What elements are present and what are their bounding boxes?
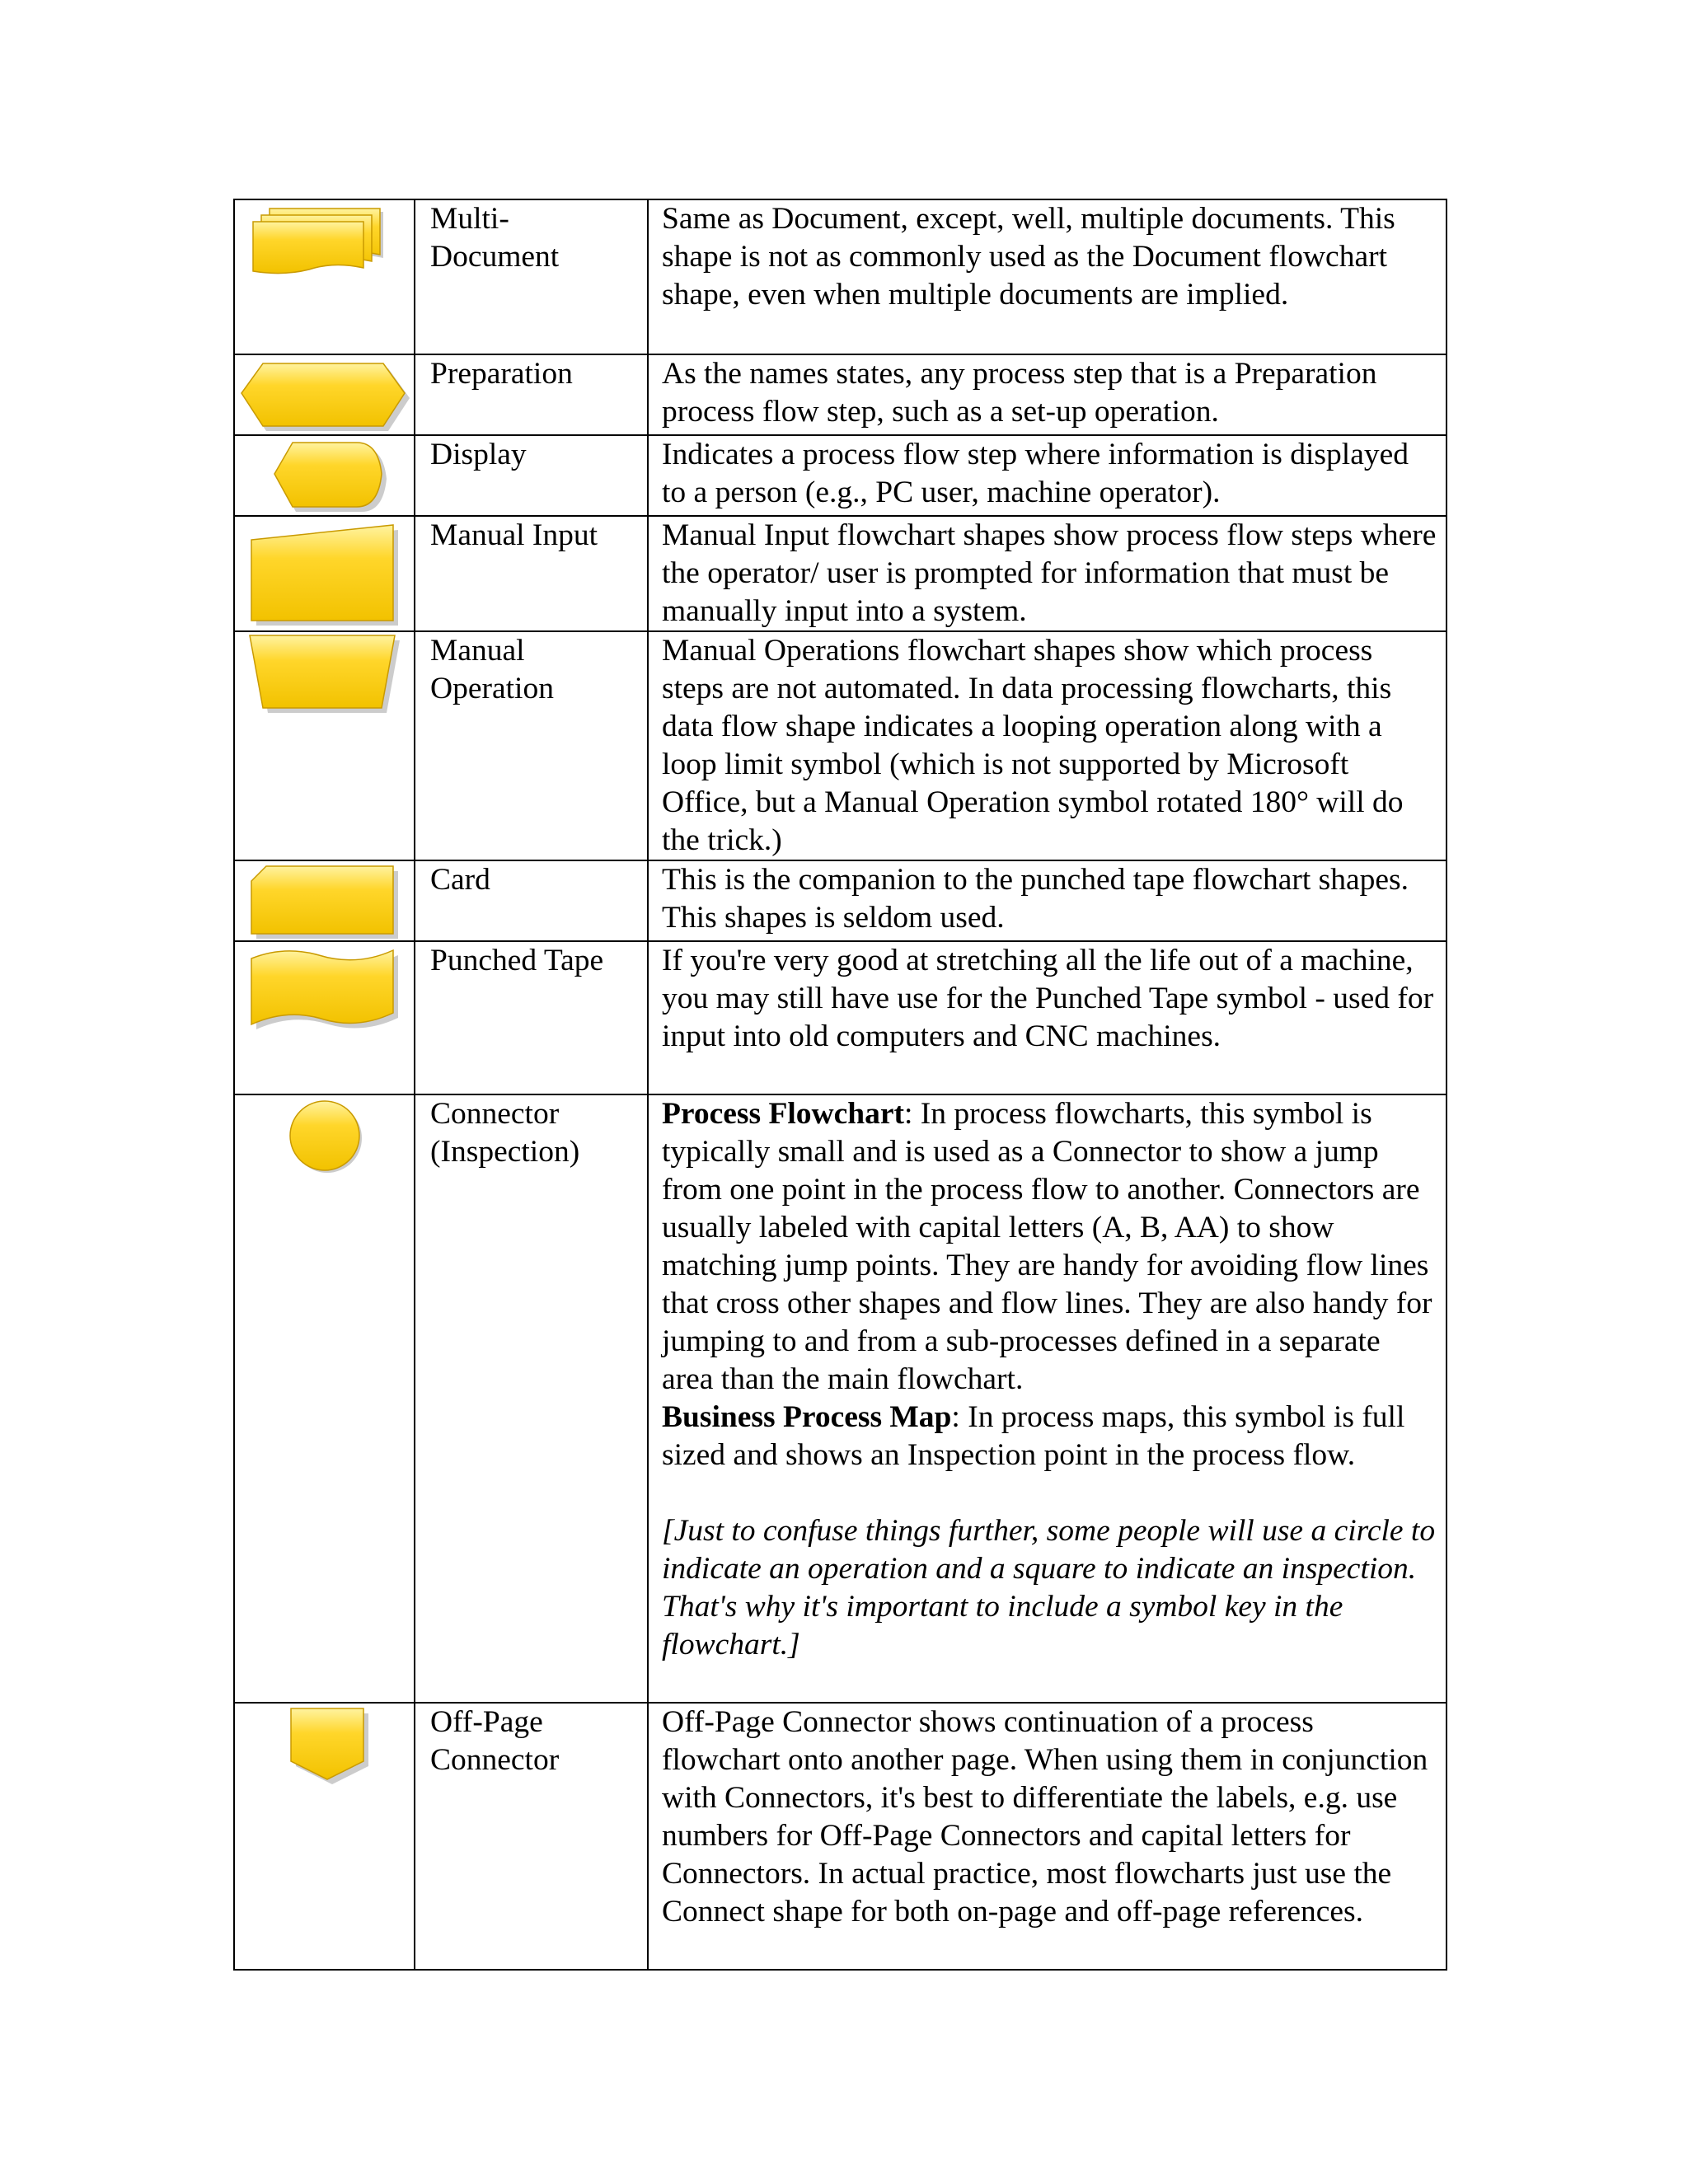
icon-cell (234, 199, 415, 354)
shape-description: As the names states, any process step that is a Preparation process flow step, such as a set-up operation. (648, 354, 1447, 435)
shape-description: Same as Document, except, well, multiple documents. This shape is not as commonly used as the Document flowchart shape, even when multiple documents are implied. (648, 199, 1447, 354)
table-row (234, 941, 1447, 1094)
icon-cell (234, 860, 415, 941)
shape-description: Off-Page Connector shows continuation of a process flowchart onto another page. When using them in conjunction with Connectors, it's best to differentiate the labels, e.g. use numbers for Off-Page Connectors and capital letters for Connectors. In actual practice, most flowcharts just use the Connect shape for both on-page and off-page references. (648, 1703, 1447, 1970)
shape-name: Manual Operation (415, 631, 648, 860)
icon-cell (234, 1703, 415, 1970)
icon-cell (234, 1094, 415, 1703)
shape-description (648, 1094, 1447, 1703)
icon-cell (234, 435, 415, 516)
symbol-key-note: [Just to confuse things further, some people will use a circle to indicate an operation and a square to indicate an inspection. That's why it's important to include a symbol key in the flowchart.] (662, 1514, 1436, 1661)
process-flowchart-paragraph (662, 1095, 1439, 1399)
icon-cell (234, 941, 415, 1094)
punched-tape-icon (235, 942, 415, 1033)
process-flowchart-text: : In process flowcharts, this symbol is typically small and is used as a Connector to show a jump from one point in the process flow to another. Connectors are usually labeled with capital letters (A, B, AA) to show matching jump points. They are handy for avoiding flow lines that cross other shapes and flow lines. They are also handy for jumping to and from a sub-processes defined in a separate area than the main flowchart. (662, 1097, 1432, 1396)
shape-name: Off-Page Connector (415, 1703, 648, 1970)
shape-description: Indicates a process flow step where information is displayed to a person (e.g., PC user, machine operator). (648, 435, 1447, 516)
business-process-map-paragraph (662, 1399, 1439, 1474)
card-icon (235, 861, 415, 940)
table-row (234, 435, 1447, 516)
manual-operation-icon (235, 632, 415, 715)
connector-icon (235, 1095, 415, 1178)
shape-name: Preparation (415, 354, 648, 435)
shape-name: Card (415, 860, 648, 941)
table-row (234, 860, 1447, 941)
table-row (234, 631, 1447, 860)
multi-document-icon (235, 200, 415, 354)
shape-description: This is the companion to the punched tape flowchart shapes. This shapes is seldom used. (648, 860, 1447, 941)
shape-name: Multi- Document (415, 199, 648, 354)
shape-description: Manual Operations flowchart shapes show which process steps are not automated. In data processing flowcharts, this data flow shape indicates a looping operation along with a loop limit symbol (which is not supported by Microsoft Office, but a Manual Operation symbol rotated 180° will do the trick.) (648, 631, 1447, 860)
table-row (234, 199, 1447, 354)
icon-cell (234, 631, 415, 860)
paragraph-gap (662, 1474, 1439, 1512)
table-row (234, 1703, 1447, 1970)
shape-name: Punched Tape (415, 941, 648, 1094)
business-process-map-heading: Business Process Map (662, 1400, 952, 1434)
preparation-icon (235, 355, 415, 434)
display-icon (235, 436, 415, 515)
icon-cell (234, 516, 415, 631)
shape-description: Manual Input flowchart shapes show process flow steps where the operator/ user is prompted for information that must be manually input into a system. (648, 516, 1447, 631)
flowchart-shapes-table (233, 199, 1447, 1971)
manual-input-icon (235, 517, 415, 630)
shape-description: If you're very good at stretching all the life out of a machine, you may still have use for the Punched Tape symbol - used for input into old computers and CNC machines. (648, 941, 1447, 1094)
shape-name: Display (415, 435, 648, 516)
table-row (234, 1094, 1447, 1703)
icon-cell (234, 354, 415, 435)
table-row (234, 354, 1447, 435)
off-page-connector-icon (235, 1704, 415, 1786)
shape-name: Manual Input (415, 516, 648, 631)
table-row (234, 516, 1447, 631)
process-flowchart-heading: Process Flowchart (662, 1097, 905, 1131)
business-process-map-text: : In process maps, this symbol is full sized and shows an Inspection point in the process flow. (662, 1400, 1405, 1472)
shape-name: Connector (Inspection) (415, 1094, 648, 1703)
